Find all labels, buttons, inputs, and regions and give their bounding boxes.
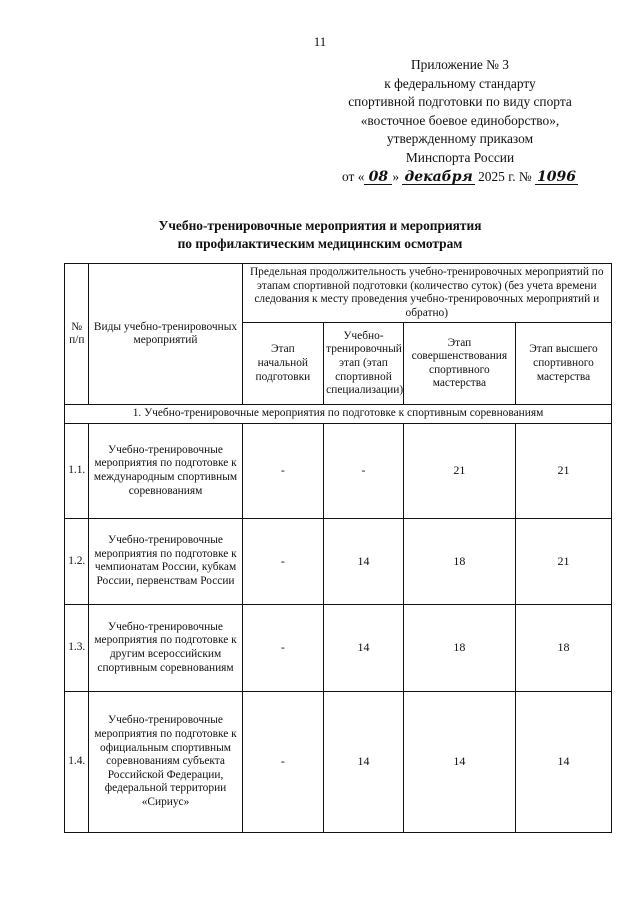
table-row	[65, 691, 612, 832]
appendix-line: утвержденному приказом	[386, 131, 534, 147]
appendix-line: спортивной подготовки по виду спорта	[348, 94, 572, 110]
order-number: 1096	[537, 168, 576, 185]
appendix-line: Минспорта России	[405, 149, 515, 165]
header-stage-improvement: Этап совершенствования спортивного мастерства	[403, 323, 515, 405]
row-name: Учебно-тренировочные мероприятия по подготовке к официальным спортивным соревнованиям субъекта Российской Федерации, федеральной территории «Сириус»	[89, 691, 242, 832]
row-num: 1.3.	[65, 604, 89, 691]
page-number: 11	[313, 34, 327, 49]
order-date-line	[330, 168, 590, 187]
row-num: 1.1.	[65, 423, 89, 518]
order-year: 2025 г. №	[478, 168, 532, 184]
header-name: Виды учебно-тренировочных мероприятий	[89, 264, 242, 405]
document-title	[0, 217, 640, 253]
table-header-row	[65, 264, 612, 323]
row-value: 21	[516, 423, 612, 518]
row-value: 21	[403, 423, 515, 518]
section-row	[65, 405, 612, 424]
row-value: 18	[403, 518, 515, 604]
appendix-line: Приложение № 3	[410, 57, 510, 72]
row-value: 18	[516, 604, 612, 691]
row-num: 1.4.	[65, 691, 89, 832]
row-value: 18	[403, 604, 515, 691]
title-line-2: по профилактическим медицинским осмотрам	[177, 236, 463, 251]
training-events-table	[64, 263, 612, 833]
row-name: Учебно-тренировочные мероприятия по подготовке к чемпионатам России, кубкам России, первенствам России	[89, 518, 242, 604]
appendix-line: «восточное боевое единоборство»,	[360, 112, 560, 128]
row-value: 14	[324, 604, 404, 691]
appendix-block	[330, 56, 590, 186]
table-row	[65, 423, 612, 518]
row-value: -	[324, 423, 404, 518]
table-row	[65, 518, 612, 604]
header-stage-highest: Этап высшего спортивного мастерства	[516, 323, 612, 405]
row-value: 21	[516, 518, 612, 604]
row-value: 14	[403, 691, 515, 832]
section-title: 1. Учебно-тренировочные мероприятия по подготовке к спортивным соревнованиям	[65, 405, 612, 424]
row-value: -	[242, 604, 324, 691]
order-month: декабря	[404, 168, 473, 185]
header-stage-training: Учебно-тренировочный этап (этап спортивной специализации)	[324, 323, 404, 405]
header-stage-initial: Этап начальной подготовки	[242, 323, 324, 405]
row-value: -	[242, 691, 324, 832]
row-value: 14	[324, 691, 404, 832]
row-name: Учебно-тренировочные мероприятия по подготовке к другим всероссийским спортивным соревнованиям	[89, 604, 242, 691]
order-day: 08	[364, 170, 392, 185]
row-value: 14	[516, 691, 612, 832]
appendix-line: к федеральному стандарту	[384, 75, 536, 91]
table-row	[65, 604, 612, 691]
date-mid: »	[392, 168, 400, 184]
header-duration: Предельная продолжительность учебно-тренировочных мероприятий по этапам спортивной подготовки (количество суток) (без учета времени следования к месту проведения учебно-тренировочных мероприятий и обратно)	[242, 264, 611, 323]
header-num: № п/п	[65, 264, 89, 405]
row-num: 1.2.	[65, 518, 89, 604]
row-value: -	[242, 423, 324, 518]
date-prefix: от «	[342, 168, 365, 184]
row-value: -	[242, 518, 324, 604]
row-value: 14	[324, 518, 404, 604]
row-name: Учебно-тренировочные мероприятия по подготовке к международным спортивным соревнованиям	[89, 423, 242, 518]
title-line-1: Учебно-тренировочные мероприятия и мероприятия	[158, 218, 482, 233]
